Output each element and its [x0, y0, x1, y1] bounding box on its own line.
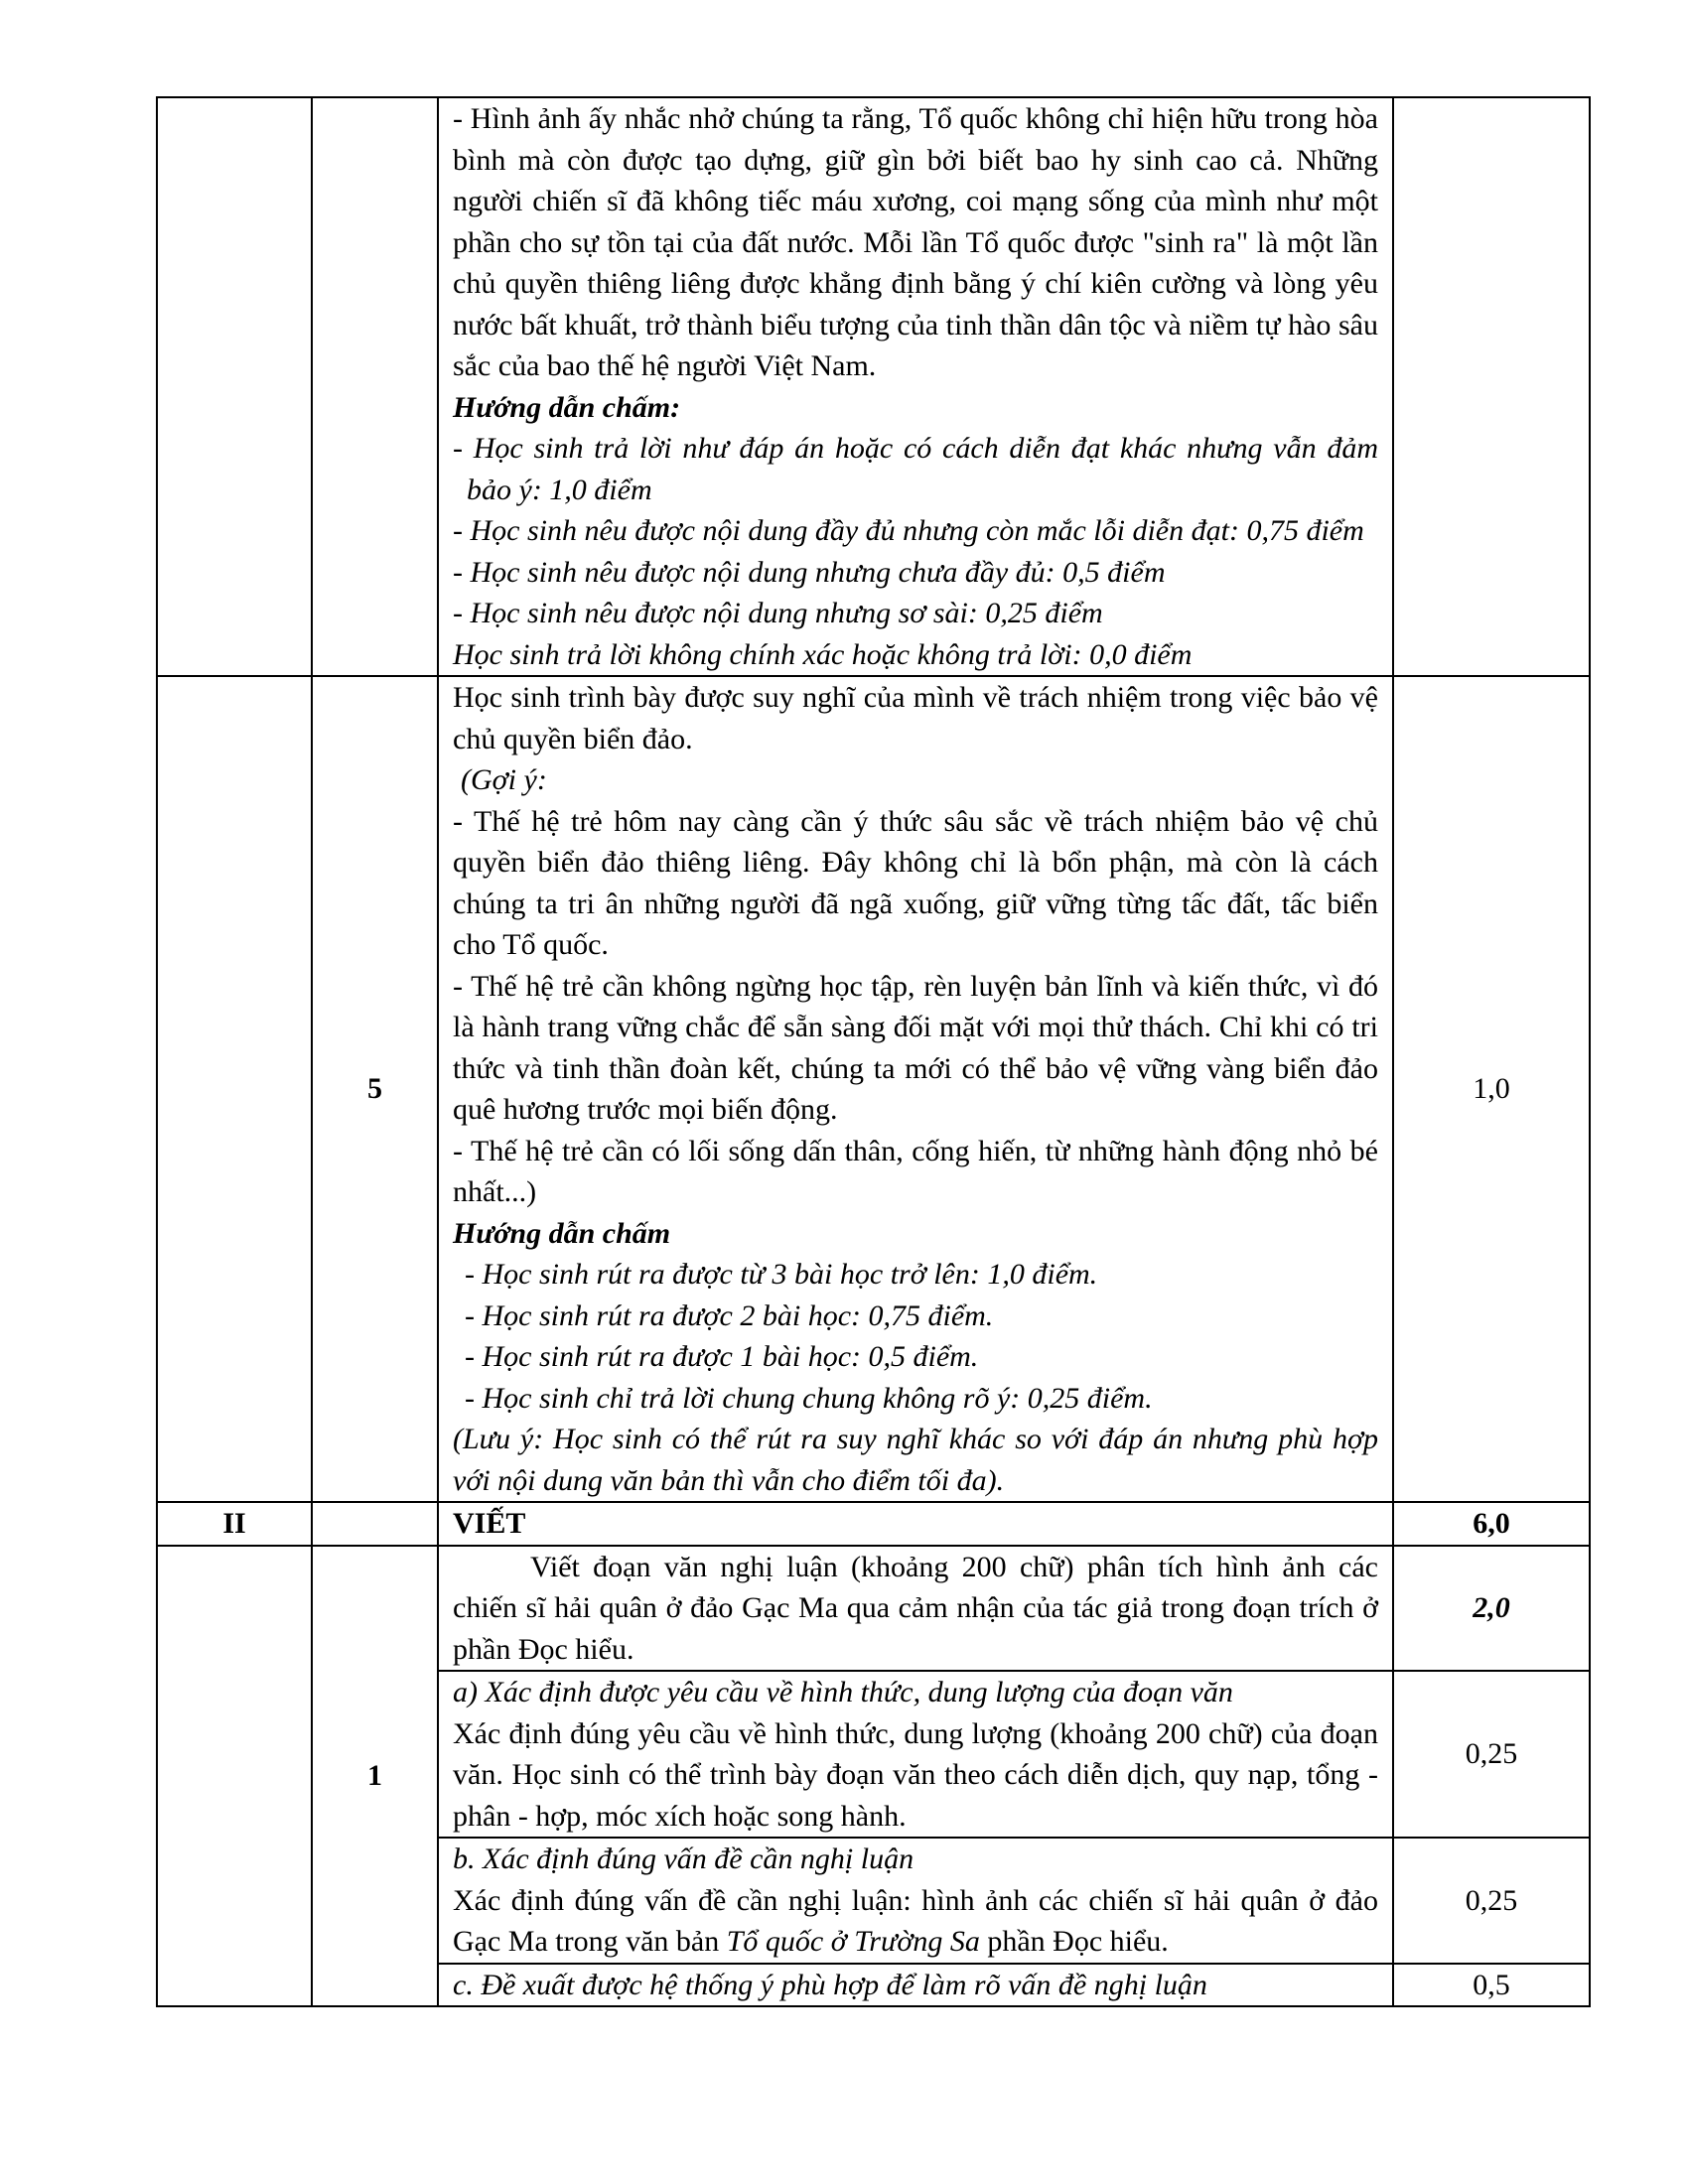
hint-item: - Thế hệ trẻ hôm nay càng cần ý thức sâu sắc về trách nhiệm bảo vệ chủ quyền biển đảo thiêng liêng. Đây không chỉ là bổn phận, mà còn là cách chúng ta tri ân những người đã ngã xuống, giữ vững từng tấc đất, tấc biển cho Tổ quốc.	[453, 804, 1378, 961]
section-title: VIẾT	[438, 1502, 1393, 1546]
grading-guide-title: Hướng dẫn chấm:	[453, 390, 681, 424]
criterion-b-cell	[438, 1838, 1393, 1964]
prompt-cell	[438, 1546, 1393, 1672]
criterion-a-title: a) Xác định được yêu cầu về hình thức, dung lượng của đoạn văn	[453, 1676, 1233, 1708]
criterion-a-cell	[438, 1671, 1393, 1838]
score: 1,0	[1393, 676, 1590, 1502]
work-title: Tổ quốc ở Trường Sa	[726, 1925, 980, 1958]
table-row	[157, 1502, 1590, 1546]
section-roman: II	[157, 1502, 312, 1546]
criterion-a-text: Xác định đúng yêu cầu về hình thức, dung lượng (khoảng 200 chữ) của đoạn văn. Học sinh có thể trình bày đoạn văn theo cách diễn dịch, quy nạp, tổng - phân - hợp, móc xích hoặc song hành.	[453, 1716, 1378, 1833]
hint-item: - Thế hệ trẻ cần không ngừng học tập, rèn luyện bản lĩnh và kiến thức, vì đó là hành trang vững chắc để sẵn sàng đối mặt với mọi thử thách. Chỉ khi có tri thức và tinh thần đoàn kết, chúng ta mới có thể bảo vệ vững vàng biển đảo quê hương trước mọi biến động.	[453, 969, 1378, 1126]
grading-guide-item: - Học sinh rút ra được 1 bài học: 0,5 điểm.	[465, 1340, 979, 1373]
grading-guide-item: - Học sinh trả lời như đáp án hoặc có cách diễn đạt khác nhưng vẫn đảm bảo ý: 1,0 điểm	[453, 432, 1378, 506]
grading-guide-item: - Học sinh nêu được nội dung nhưng sơ sài: 0,25 điểm	[453, 597, 1103, 629]
criterion-c-score: 0,5	[1393, 1964, 1590, 2007]
criterion-b-score: 0,25	[1393, 1838, 1590, 1964]
answer-intro: Học sinh trình bày được suy nghĩ của mình về trách nhiệm trong việc bảo vệ chủ quyền biển đảo.	[453, 681, 1378, 755]
grading-guide-item: - Học sinh rút ra được 2 bài học: 0,75 điểm.	[465, 1298, 994, 1332]
grading-guide-item: - Học sinh chỉ trả lời chung chung không rõ ý: 0,25 điểm.	[465, 1381, 1153, 1415]
criterion-c-title: c. Đề xuất được hệ thống ý phù hợp để làm rõ vấn đề nghị luận	[453, 1968, 1207, 2001]
grading-guide-item: - Học sinh nêu được nội dung nhưng chưa đầy đủ: 0,5 điểm	[453, 555, 1166, 589]
section-cell	[157, 97, 312, 676]
answer-text: - Hình ảnh ấy nhắc nhở chúng ta rằng, Tổ quốc không chỉ hiện hữu trong hòa bình mà còn được tạo dựng, giữ gìn bởi biết bao hy sinh cao cả. Những người chiến sĩ đã không tiếc máu xương, coi mạng sống của mình như một phần cho sự tồn tại của đất nước. Mỗi lần Tổ quốc được "sinh ra" là một lần chủ quyền thiêng liêng được khẳng định bằng ý chí kiên cường và lòng yêu nước bất khuất, trở thành biểu tượng của tinh thần dân tộc và niềm tự hào sâu sắc của bao thế hệ người Việt Nam.	[453, 102, 1378, 382]
criterion-b-title: b. Xác định đúng vấn đề cần nghị luận	[453, 1843, 914, 1875]
question-number-cell	[312, 97, 438, 676]
table-row	[157, 1546, 1590, 1672]
criterion-a-score: 0,25	[1393, 1671, 1590, 1838]
question-number-cell	[312, 1502, 438, 1546]
question-number: 5	[312, 676, 438, 1502]
grading-guide-item: - Học sinh rút ra được từ 3 bài học trở lên: 1,0 điểm.	[465, 1258, 1098, 1291]
prompt-score: 2,0	[1393, 1546, 1590, 1672]
criterion-b-text-before: Xác định đúng vấn đề cần nghị luận: hình ảnh các chiến sĩ hải quân ở đảo Gạc Ma trong văn bản	[453, 1883, 1378, 1958]
table-row	[157, 97, 1590, 676]
answer-cell	[438, 97, 1393, 676]
criterion-b-text	[453, 1880, 1378, 1963]
section-cell	[157, 676, 312, 1502]
criterion-c-cell	[438, 1964, 1393, 2007]
grading-note: (Lưu ý: Học sinh có thể rút ra suy nghĩ khác so với đáp án nhưng phù hợp với nội dung văn bản thì vẫn cho điểm tối đa).	[453, 1423, 1378, 1497]
grading-guide-item: - Học sinh nêu được nội dung đầy đủ nhưng còn mắc lỗi diễn đạt: 0,75 điểm	[453, 514, 1364, 547]
grading-table	[156, 96, 1591, 2007]
section-cell	[157, 1546, 312, 2007]
question-number: 1	[312, 1546, 438, 2007]
hint-item: - Thế hệ trẻ cần có lối sống dấn thân, cống hiến, từ những hành động nhỏ bé nhất...)	[453, 1134, 1378, 1208]
section-score: 6,0	[1393, 1502, 1590, 1546]
answer-cell	[438, 676, 1393, 1502]
writing-prompt: Viết đoạn văn nghị luận (khoảng 200 chữ) phân tích hình ảnh các chiến sĩ hải quân ở đảo Gạc Ma qua cảm nhận của tác giả trong đoạn trích ở phần Đọc hiểu.	[453, 1550, 1378, 1666]
table-row	[157, 676, 1590, 1502]
hint-label: (Gợi ý:	[461, 763, 547, 796]
criterion-b-text-after: phần Đọc hiểu.	[979, 1925, 1169, 1958]
grading-guide-item: Học sinh trả lời không chính xác hoặc không trả lời: 0,0 điểm	[453, 637, 1193, 671]
score-cell	[1393, 97, 1590, 676]
grading-guide-title: Hướng dẫn chấm	[453, 1216, 671, 1250]
